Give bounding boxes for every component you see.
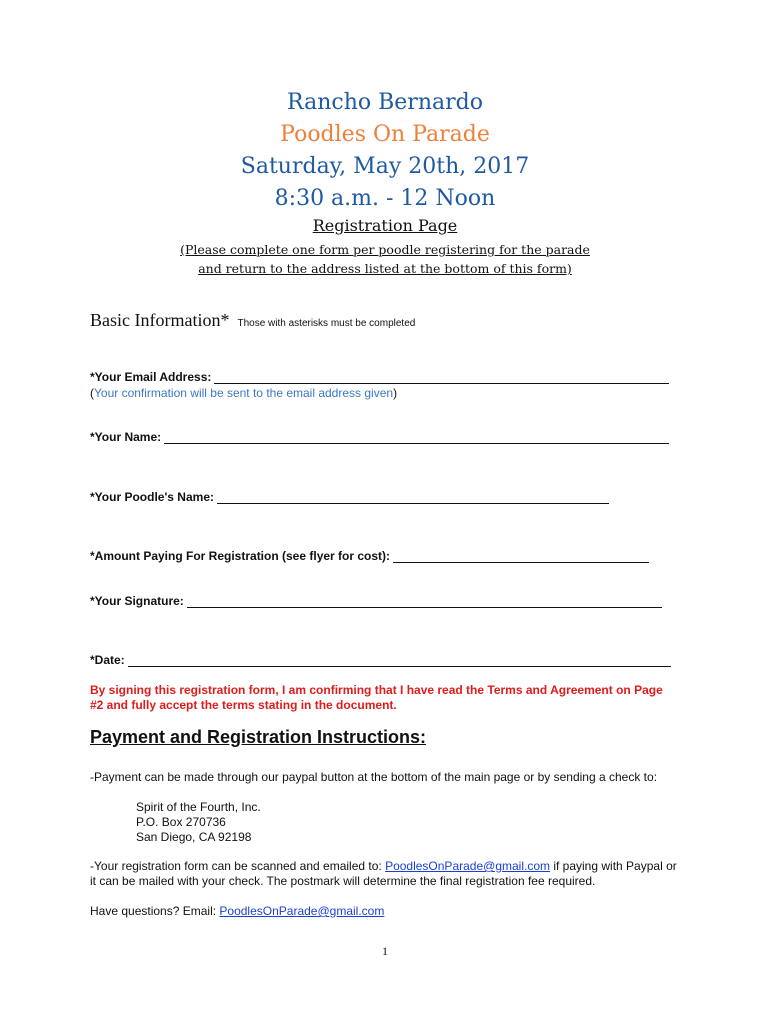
- registration-subtitle: Registration Page: [312, 216, 458, 235]
- title-time: 8:30 a.m. - 12 Noon: [274, 186, 496, 211]
- email-link[interactable]: PoodlesOnParade@gmail.com: [385, 859, 550, 873]
- amount-field[interactable]: [90, 549, 649, 563]
- email-input-line[interactable]: [214, 372, 669, 384]
- payment-paragraph: -Payment can be made through our paypal button at the bottom of the main page or by sending a check to:: [90, 770, 658, 784]
- signature-input-line[interactable]: [187, 596, 662, 608]
- email-label: *Your Email Address:: [90, 370, 212, 384]
- email-hint-close: ): [393, 386, 398, 400]
- name-input-line[interactable]: [164, 432, 669, 444]
- email-hint-open: (: [90, 386, 94, 400]
- title-date: Saturday, May 20th, 2017: [240, 154, 530, 179]
- email-instructions-pre: -Your registration form can be scanned and emailed to:: [90, 859, 386, 873]
- basic-information-title: Basic Information*: [90, 310, 230, 330]
- signature-field[interactable]: [90, 594, 662, 608]
- form-instructions-line-1: (Please complete one form per poodle registering for the parade: [180, 242, 590, 257]
- title-location: Rancho Bernardo: [287, 90, 483, 115]
- address-line-3: San Diego, CA 92198: [136, 830, 252, 844]
- poodle-name-input-line[interactable]: [217, 492, 609, 504]
- poodle-name-label: *Your Poodle's Name:: [90, 490, 214, 504]
- email-field[interactable]: [90, 370, 669, 384]
- questions-line: [90, 904, 680, 919]
- poodle-name-field[interactable]: [90, 490, 609, 504]
- basic-information-heading: [90, 310, 415, 331]
- name-label: *Your Name:: [90, 430, 162, 444]
- email-instructions: [90, 859, 680, 889]
- questions-text: Have questions? Email:: [90, 904, 220, 918]
- date-field[interactable]: [90, 653, 671, 667]
- amount-label: *Amount Paying For Registration (see flyer for cost):: [90, 549, 391, 563]
- address-line-1: Spirit of the Fourth, Inc.: [136, 800, 261, 814]
- form-instructions: [0, 240, 770, 278]
- email-hint-text: Your confirmation will be sent to the email address given: [94, 386, 394, 400]
- payment-heading: Payment and Registration Instructions:: [90, 727, 427, 747]
- name-field[interactable]: [90, 430, 669, 444]
- address-line-2: P.O. Box 270736: [136, 815, 226, 829]
- signature-label: *Your Signature:: [90, 594, 184, 608]
- required-note: Those with asterisks must be completed: [237, 318, 416, 329]
- amount-input-line[interactable]: [393, 551, 649, 563]
- page-number: 1: [382, 944, 388, 958]
- title-event: Poodles On Parade: [280, 122, 490, 147]
- date-label: *Date:: [90, 653, 125, 667]
- questions-email-link[interactable]: PoodlesOnParade@gmail.com: [219, 904, 385, 918]
- email-instructions-post: if paying with Paypal or it can be mailed with your check. The postmark will determine the final registration fee required.: [90, 859, 677, 888]
- form-instructions-line-2: and return to the address listed at the bottom of this form): [198, 261, 572, 276]
- email-hint: [90, 386, 397, 400]
- date-input-line[interactable]: [128, 655, 671, 667]
- terms-warning: By signing this registration form, I am confirming that I have read the Terms and Agreement on Page #2 and fully accept the terms stating in the document.: [90, 683, 663, 712]
